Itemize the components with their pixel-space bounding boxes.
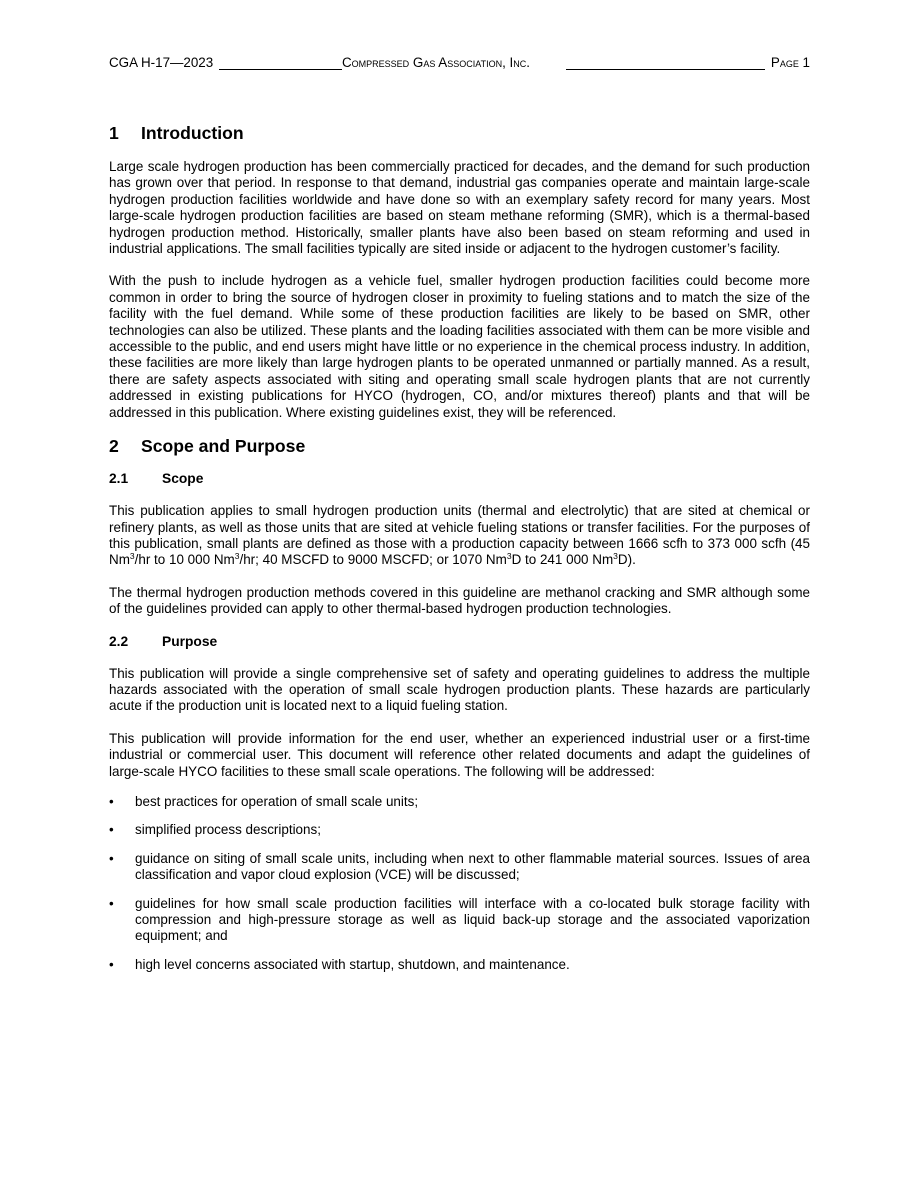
list-item <box>109 896 810 945</box>
superscript-3: 3 <box>234 551 240 562</box>
scope-text-part: /hr to 10 000 Nm <box>134 552 235 568</box>
page-header <box>109 54 810 72</box>
subsection-heading-scope <box>109 470 810 488</box>
section-title: Introduction <box>141 123 244 143</box>
superscript-3: 3 <box>506 551 512 562</box>
list-item-text: simplified process descriptions; <box>135 822 321 838</box>
scope-text-part: D to 241 000 Nm <box>511 552 614 568</box>
scope-text-part: This publication applies to small hydrogen production units (thermal and electrolytic) that are sited at chemical or refinery plants, as well as those units that are sited at vehicle fueling stations or transfer facilities. For the purposes of this publication, small plants are defined as those with a production capacity between 1666 scfh to 373 000 scfh (45 Nm <box>109 503 810 568</box>
section-number: 1 <box>109 123 119 143</box>
page-number: Page 1 <box>770 55 810 70</box>
superscript-3: 3 <box>129 551 135 562</box>
purpose-paragraph-1: This publication will provide a single comprehensive set of safety and operating guidelines to address the multiple hazards associated with the operation of small scale hydrogen production plants. These hazards are particularly acute if the production unit is located next to a liquid fueling station. <box>109 665 810 714</box>
subsection-number: 2.1 <box>109 471 129 487</box>
list-item <box>109 794 810 810</box>
bullet-icon: • <box>109 956 114 972</box>
purpose-paragraph-2: This publication will provide information for the end user, whether an experienced industrial user or a first-time industrial or commercial user. This document will reference other related documents and adapt the guidelines of large-scale HYCO facilities to these small scale operations. The following will be addressed: <box>109 730 810 779</box>
bullet-icon: • <box>109 850 114 866</box>
intro-paragraph-2: With the push to include hydrogen as a vehicle fuel, smaller hydrogen production facilities could become more common in order to bring the source of hydrogen closer in proximity to fueling stations and to match the size of the facility with the fuel demand. While some of these production facilities are likely to be based on SMR, other technologies can also be utilized. These plants and the loading facilities associated with them can be more visible and accessible to the public, and end users might have little or no experience in the chemical process industry. In addition, these facilities are more likely than large hydrogen plants to be operated unmanned or partially manned. As a result, there are safety aspects associated with siting and operating small scale hydrogen plants that are not currently addressed in existing publications for HYCO (hydrogen, CO, and/or mixtures thereof) plants and that will be addressed in this publication. Where existing guidelines exist, they will be referenced. <box>109 273 810 420</box>
section-number: 2 <box>109 436 119 457</box>
section-heading-scope-purpose <box>109 433 810 459</box>
scope-paragraph-1 <box>109 503 810 569</box>
subsection-heading-purpose <box>109 633 810 651</box>
page-content <box>109 120 810 973</box>
header-rule-right <box>566 69 765 70</box>
scope-text-part: D). <box>617 552 636 568</box>
list-item-text: guidelines for how small scale production facilities will interface with a co-located bulk storage facility with compression and high-pressure storage as well as liquid back-up storage and the associated vaporization equipment; and <box>135 895 810 944</box>
list-item-text: high level concerns associated with startup, shutdown, and maintenance. <box>135 956 570 972</box>
section-title: Scope and Purpose <box>141 436 306 457</box>
organization-name: Compressed Gas Association, Inc. <box>342 55 530 70</box>
scope-paragraph-2: The thermal hydrogen production methods covered in this guideline are methanol cracking and SMR although some of the guidelines provided can apply to other thermal-based hydrogen production technologies. <box>109 584 810 617</box>
list-item <box>109 957 810 973</box>
intro-paragraph-1: Large scale hydrogen production has been commercially practiced for decades, and the demand for such production has grown over that period. In response to that demand, industrial gas companies operate and maintain large-scale hydrogen production facilities worldwide and have done so with an exemplary safety record for many years. Most large-scale hydrogen production facilities are based on steam methane reforming (SMR), which is a thermal-based hydrogen production method. Historically, smaller plants have also been based on steam reforming and used in industrial applications. The small facilities typically are sited inside or adjacent to the hydrogen customer’s facility. <box>109 159 810 257</box>
subsection-title: Scope <box>162 471 204 487</box>
header-rule-left <box>219 69 342 70</box>
subsection-title: Purpose <box>162 633 218 649</box>
section-heading-introduction <box>109 120 810 146</box>
list-item <box>109 851 810 884</box>
superscript-3: 3 <box>613 551 618 562</box>
bullet-icon: • <box>109 895 114 911</box>
bullet-icon: • <box>109 822 114 838</box>
subsection-number: 2.2 <box>109 633 129 649</box>
list-item-text: guidance on siting of small scale units, including when next to other flammable material sources. Issues of area classification and vapor cloud explosion (VCE) will be discussed; <box>135 850 810 883</box>
list-item-text: best practices for operation of small scale units; <box>135 793 419 809</box>
bullet-icon: • <box>109 793 114 809</box>
document-id: CGA H-17—2023 <box>109 55 214 70</box>
list-item <box>109 822 810 838</box>
scope-text-part: /hr; 40 MSCFD to 9000 MSCFD; or 1070 Nm <box>239 552 507 568</box>
addressed-topics-list <box>109 794 810 973</box>
